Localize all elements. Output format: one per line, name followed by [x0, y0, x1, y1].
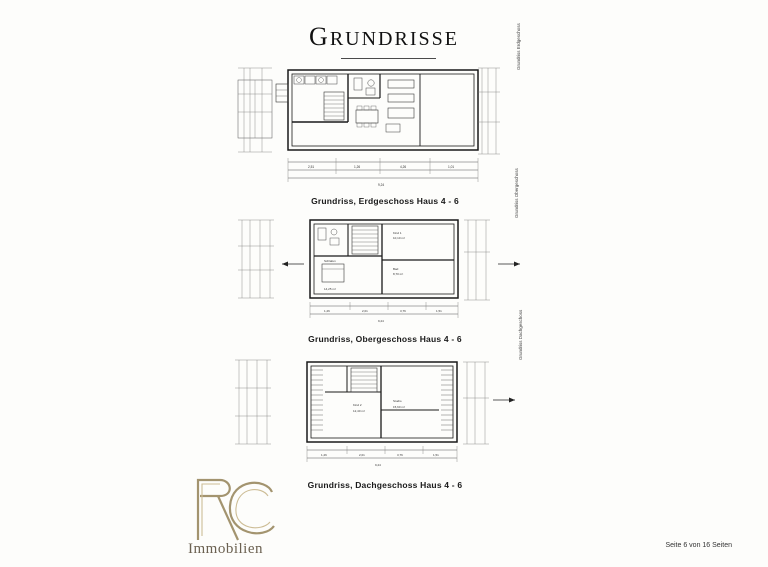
- page-title: [0, 22, 768, 52]
- svg-text:14,25 m²: 14,25 m²: [324, 287, 336, 291]
- side-note-erdgeschoss: Grundriss Erdgeschoss: [516, 23, 521, 70]
- svg-text:3,76: 3,76: [400, 309, 406, 313]
- svg-text:1,26: 1,26: [324, 309, 330, 313]
- svg-text:Studio: Studio: [393, 399, 402, 403]
- svg-text:1,01: 1,01: [448, 165, 455, 169]
- floorplan-erdgeschoss-caption: Grundriss, Erdgeschoss Haus 4 - 6: [311, 196, 459, 206]
- svg-text:9,24: 9,24: [375, 463, 381, 467]
- floorplan-dachgeschoss-caption: Grundriss, Dachgeschoss Haus 4 - 6: [307, 480, 463, 490]
- company-logo: [180, 462, 300, 562]
- svg-text:1,26: 1,26: [321, 453, 327, 457]
- svg-text:1,51: 1,51: [433, 453, 439, 457]
- svg-text:Bad: Bad: [393, 267, 399, 271]
- logo-wordmark: Immobilien: [188, 541, 263, 557]
- floorplan-erdgeschoss-drawing: [230, 62, 540, 190]
- floorplan-dachgeschoss-drawing: [225, 352, 545, 472]
- title-underline: [341, 58, 436, 59]
- floorplan-obergeschoss: [230, 212, 540, 352]
- svg-text:2,51: 2,51: [308, 165, 315, 169]
- svg-text:4,26: 4,26: [400, 165, 407, 169]
- svg-text:Schlafen: Schlafen: [324, 259, 336, 263]
- svg-text:2,01: 2,01: [362, 309, 368, 313]
- svg-text:9,24: 9,24: [378, 319, 384, 323]
- svg-text:15,60 m²: 15,60 m²: [393, 405, 405, 409]
- side-note-obergeschoss: Grundriss Obergeschoss: [514, 168, 519, 218]
- svg-text:9,24: 9,24: [378, 183, 385, 187]
- svg-text:10,10 m²: 10,10 m²: [393, 236, 405, 240]
- floorplan-obergeschoss-drawing: [230, 212, 540, 327]
- svg-text:2,01: 2,01: [359, 453, 365, 457]
- logo-monogram-icon: [180, 462, 300, 552]
- svg-text:8,70 m²: 8,70 m²: [393, 272, 404, 276]
- svg-text:1,26: 1,26: [354, 165, 361, 169]
- svg-text:Kind 2: Kind 2: [353, 403, 362, 407]
- page-footer: Seite 6 von 16 Seiten: [665, 542, 732, 549]
- svg-text:3,76: 3,76: [397, 453, 403, 457]
- svg-text:12,40 m²: 12,40 m²: [353, 409, 365, 413]
- side-note-dachgeschoss: Grundriss Dachgeschoss: [518, 309, 523, 360]
- floorplan-erdgeschoss: [230, 62, 540, 212]
- svg-text:Kind 1: Kind 1: [393, 231, 402, 235]
- svg-text:1,51: 1,51: [436, 309, 442, 313]
- floorplan-obergeschoss-caption: Grundriss, Obergeschoss Haus 4 - 6: [308, 334, 462, 344]
- page-title-text: GRUNDRISSE: [309, 22, 459, 51]
